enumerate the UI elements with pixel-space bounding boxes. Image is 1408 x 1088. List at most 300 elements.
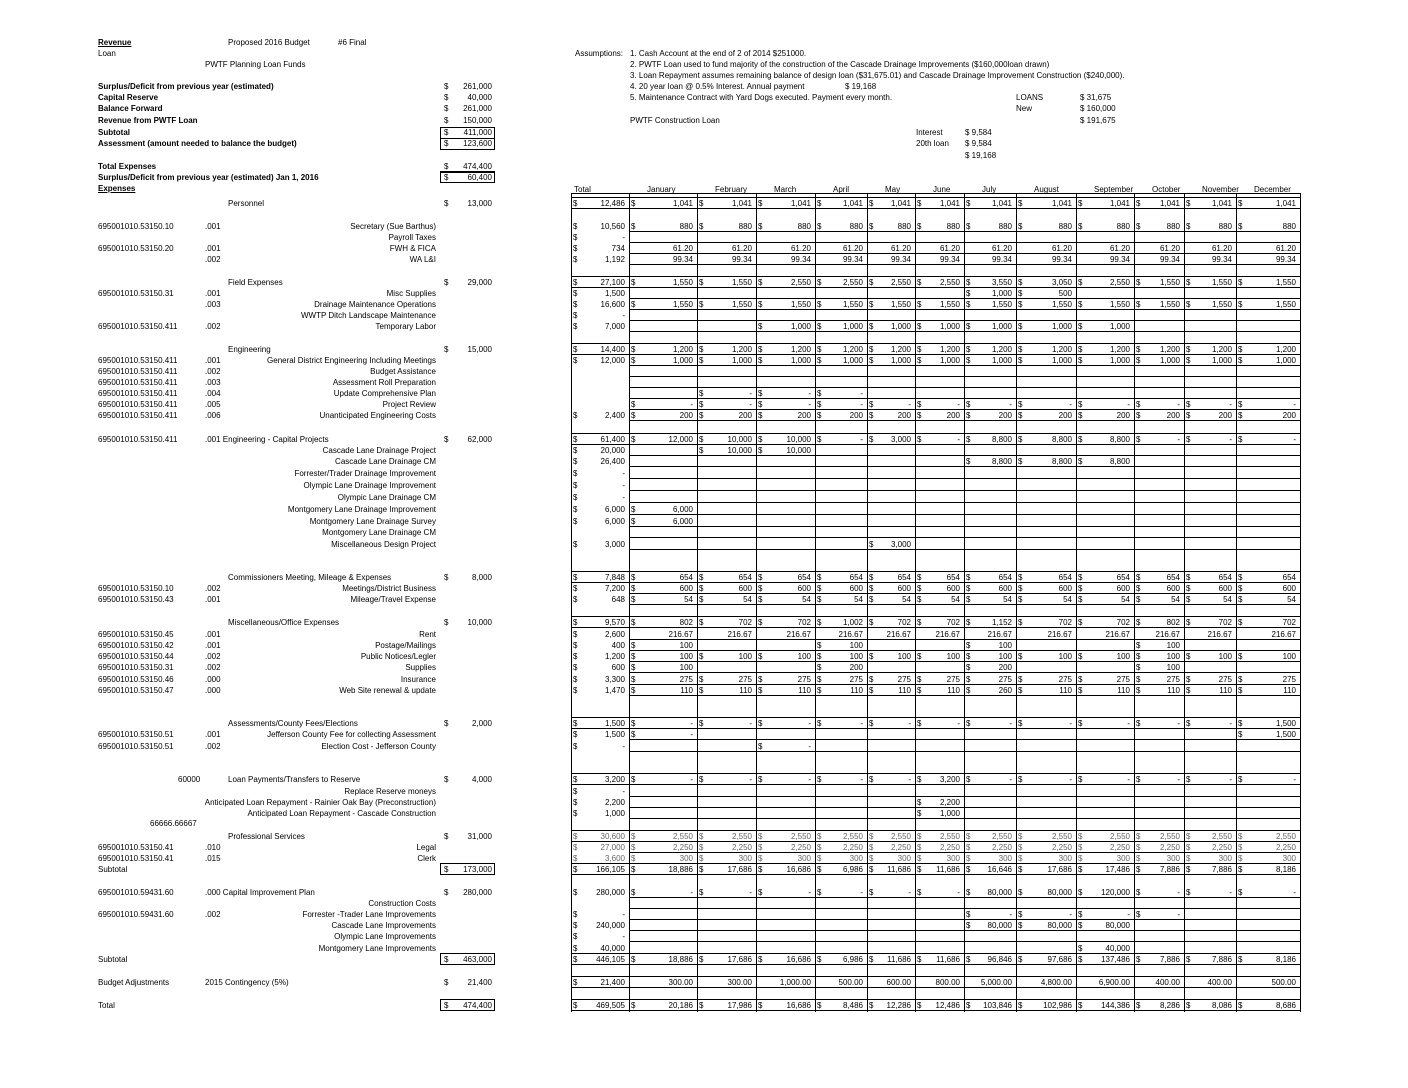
cell-currency: $ <box>1186 675 1191 684</box>
account-code: 695001010.53150.41 <box>98 843 174 852</box>
month-cell <box>1184 685 1235 696</box>
month-cell <box>756 954 814 965</box>
month-cell <box>629 399 696 410</box>
new-loan-label: New <box>1016 104 1033 113</box>
cell-value: - <box>1293 400 1296 409</box>
budget-value-box <box>440 863 495 875</box>
cell-value: - <box>860 400 863 409</box>
cell-currency: $ <box>1136 955 1141 964</box>
cell-value: 2,550 <box>991 832 1012 841</box>
cell-currency: $ <box>699 446 704 455</box>
cell-currency: $ <box>758 278 763 287</box>
month-cell <box>1016 594 1075 605</box>
cell-currency: $ <box>817 356 822 365</box>
row-rule <box>629 807 1301 808</box>
cell-value: 2,550 <box>790 278 811 287</box>
cell-value: 600 <box>611 663 625 672</box>
account-code: 695001010.53150.411 <box>98 411 178 420</box>
cell-value: 702 <box>738 618 752 627</box>
cell-value: 2,550 <box>842 832 863 841</box>
cell-currency: $ <box>817 854 822 863</box>
month-cell <box>1016 1000 1075 1011</box>
month-cell <box>629 1000 696 1011</box>
cell-currency: $ <box>699 719 704 728</box>
cell-currency: $ <box>917 356 922 365</box>
budget-value: 463,000 <box>463 955 492 964</box>
cell-value: 2,550 <box>939 832 960 841</box>
month-cell <box>815 221 866 232</box>
cell-currency: $ <box>699 400 704 409</box>
cell-currency: $ <box>1078 222 1083 231</box>
month-cell <box>867 977 914 988</box>
cell-currency: $ <box>699 652 704 661</box>
cell-currency: $ <box>758 775 763 784</box>
cell-value: 200 <box>897 411 911 420</box>
cell-currency: $ <box>817 618 822 627</box>
cell-currency: $ <box>966 435 971 444</box>
month-cell <box>571 480 628 491</box>
cell-value: - <box>622 932 625 941</box>
column-separator <box>1300 194 1301 1012</box>
month-cell <box>867 718 914 729</box>
cell-value: - <box>808 742 811 751</box>
cell-value: 2,550 <box>890 278 911 287</box>
cell-currency: $ <box>966 356 971 365</box>
month-cell <box>1076 456 1133 467</box>
cell-currency: $ <box>573 311 578 320</box>
month-cell <box>756 674 814 685</box>
cell-value: 17,986 <box>727 1001 752 1010</box>
cell-currency: $ <box>1186 865 1191 874</box>
cell-currency: $ <box>1018 222 1023 231</box>
cell-value: 54 <box>854 595 863 604</box>
month-cell <box>815 321 866 332</box>
cell-currency: $ <box>573 675 578 684</box>
month-cell <box>571 842 628 853</box>
cell-currency: $ <box>869 222 874 231</box>
month-cell <box>915 299 963 310</box>
annual-payment: $ 19,168 <box>845 82 877 91</box>
cell-value: 1,200 <box>1109 345 1130 354</box>
cell-value: 2,600 <box>604 630 625 639</box>
cell-currency: $ <box>917 322 922 331</box>
month-cell <box>571 583 628 594</box>
cell-value: 11,686 <box>936 865 960 874</box>
month-cell <box>756 594 814 605</box>
month-cell <box>756 410 814 421</box>
month-cell <box>915 629 963 640</box>
sub-code: .000 <box>205 686 221 695</box>
cell-value: 5,000.00 <box>980 978 1012 987</box>
cell-value: 7,886 <box>1211 955 1232 964</box>
cell-value: 16,686 <box>786 865 811 874</box>
month-cell <box>964 617 1015 628</box>
cell-currency: $ <box>917 573 922 582</box>
month-cell <box>571 617 628 628</box>
month-cell <box>867 1000 914 1011</box>
month-cell <box>964 920 1015 931</box>
cell-currency: $ <box>573 730 578 739</box>
month-cell <box>964 221 1015 232</box>
month-cell <box>756 388 814 399</box>
cell-value: 11,686 <box>936 955 960 964</box>
cell-currency: $ <box>966 400 971 409</box>
cell-value: - <box>1293 888 1296 897</box>
cell-value: 18,886 <box>668 865 693 874</box>
cell-value: 100 <box>1166 663 1180 672</box>
cell-value: 1,000 <box>604 809 625 818</box>
cell-currency: $ <box>758 618 763 627</box>
month-cell <box>1184 434 1235 445</box>
cell-currency: $ <box>631 775 636 784</box>
cell-value: 54 <box>1287 595 1296 604</box>
cell-value: 1,500 <box>1275 730 1296 739</box>
cell-value: 1,041 <box>1275 199 1296 208</box>
cell-value: 99.34 <box>1051 255 1072 264</box>
cell-currency: $ <box>573 843 578 852</box>
cell-value: 100 <box>738 652 752 661</box>
cell-value: - <box>808 389 811 398</box>
month-cell <box>1076 674 1133 685</box>
cell-value: 100 <box>1116 652 1130 661</box>
cell-currency: $ <box>631 345 636 354</box>
cell-currency: $ <box>869 854 874 863</box>
cell-value: - <box>860 775 863 784</box>
month-cell <box>867 539 914 550</box>
cell-value: 1,000 <box>1109 356 1130 365</box>
month-cell <box>571 954 628 965</box>
month-cell <box>964 774 1015 785</box>
account-code: 695001010.53150.411 <box>98 322 178 331</box>
month-cell <box>1236 674 1299 685</box>
cell-value: - <box>690 730 693 739</box>
cell-value: 99.34 <box>991 255 1012 264</box>
month-cell <box>1076 399 1133 410</box>
month-cell <box>1184 355 1235 366</box>
cell-value: 600 <box>897 584 911 593</box>
month-cell <box>915 221 963 232</box>
cell-value: 2,250 <box>1211 843 1232 852</box>
month-cell <box>629 355 696 366</box>
cell-currency: $ <box>1186 652 1191 661</box>
cell-value: 654 <box>1058 573 1072 582</box>
cell-value: - <box>1127 775 1130 784</box>
cell-value: 1,000 <box>1109 322 1130 331</box>
cell-value: 6,000 <box>672 505 693 514</box>
cell-value: 110 <box>850 686 863 695</box>
cell-currency: $ <box>1136 595 1141 604</box>
month-cell <box>756 1000 814 1011</box>
cell-currency: $ <box>1018 356 1023 365</box>
month-cell <box>964 434 1015 445</box>
cell-currency: $ <box>1238 775 1243 784</box>
cell-value: 1,550 <box>1159 300 1180 309</box>
cell-value: - <box>1229 719 1232 728</box>
cell-value: 61.20 <box>1211 244 1232 253</box>
cell-value: 2,550 <box>790 832 811 841</box>
month-cell <box>756 977 814 988</box>
cell-value: 3,600 <box>604 854 625 863</box>
month-cell <box>756 254 814 265</box>
cell-value: 3,000 <box>604 540 625 549</box>
line-item-desc: Montgomery Lane Drainage Improvement <box>287 505 436 514</box>
budget-value: 173,000 <box>463 865 492 874</box>
month-cell <box>815 399 866 410</box>
cell-value: 300 <box>1058 854 1072 863</box>
cell-currency: $ <box>1078 832 1083 841</box>
cell-value: 8,186 <box>1275 865 1296 874</box>
line-item-desc: Election Cost - Jefferson County <box>321 742 436 751</box>
month-cell <box>629 954 696 965</box>
month-cell <box>1016 355 1075 366</box>
cell-currency: $ <box>1238 573 1243 582</box>
cell-currency: $ <box>917 888 922 897</box>
month-cell <box>1236 221 1299 232</box>
cell-value: 300.00 <box>668 978 693 987</box>
month-header: March <box>774 185 797 194</box>
column-separator <box>629 194 630 1012</box>
cell-value: 3,550 <box>991 278 1012 287</box>
column-separator <box>815 194 816 1012</box>
cell-value: 2,550 <box>1051 832 1072 841</box>
month-cell <box>1184 254 1235 265</box>
month-cell <box>1076 434 1133 445</box>
month-cell <box>1184 954 1235 965</box>
cell-currency: $ <box>869 300 874 309</box>
month-cell <box>964 288 1015 299</box>
cell-currency: $ <box>758 888 763 897</box>
cell-value: 1,041 <box>890 199 911 208</box>
month-cell <box>571 1000 628 1011</box>
cell-value: 200 <box>738 411 752 420</box>
cell-value: 800.00 <box>935 978 960 987</box>
sub-code: .001 <box>205 222 221 231</box>
month-cell <box>629 198 696 209</box>
month-cell <box>867 221 914 232</box>
line-item-desc: Web Site renewal & update <box>339 686 436 695</box>
loans-label: LOANS <box>1016 93 1044 102</box>
sub-code: .001 <box>205 630 221 639</box>
cell-currency: $ <box>1078 888 1083 897</box>
month-cell <box>629 410 696 421</box>
month-cell <box>1016 651 1075 662</box>
cell-value: 880 <box>797 222 811 231</box>
month-header: October <box>1152 185 1181 194</box>
month-cell <box>697 388 755 399</box>
month-cell <box>697 685 755 696</box>
line-item-desc: Forrester/Trader Drainage Improvement <box>294 469 436 478</box>
month-cell <box>756 321 814 332</box>
cell-value: - <box>1069 910 1072 919</box>
month-cell <box>1016 674 1075 685</box>
month-cell <box>964 594 1015 605</box>
cell-currency: $ <box>966 921 971 930</box>
month-cell <box>815 651 866 662</box>
cell-value: 1,000 <box>1211 356 1232 365</box>
cell-currency: $ <box>758 199 763 208</box>
cell-currency: $ <box>917 1001 922 1010</box>
month-cell <box>629 243 696 254</box>
cell-currency: $ <box>699 584 704 593</box>
month-cell <box>1184 277 1235 288</box>
cell-currency: $ <box>573 356 578 365</box>
month-cell <box>697 299 755 310</box>
cell-currency: $ <box>1238 584 1243 593</box>
cell-currency: $ <box>631 199 636 208</box>
cell-currency: $ <box>1238 618 1243 627</box>
cell-currency: $ <box>1078 944 1083 953</box>
budget-currency: $ <box>444 775 449 784</box>
month-cell <box>629 685 696 696</box>
cell-currency: $ <box>631 843 636 852</box>
cell-value: 600 <box>998 584 1012 593</box>
account-code: 695001010.53150.46 <box>98 675 174 684</box>
month-cell <box>1134 629 1183 640</box>
cell-currency: $ <box>966 910 971 919</box>
cell-currency: $ <box>699 854 704 863</box>
cell-value: 1,550 <box>1211 300 1232 309</box>
cell-value: - <box>749 888 752 897</box>
sub-code: .001 <box>205 356 221 365</box>
row-rule <box>629 526 1301 527</box>
account-code: 695001010.53150.411 <box>98 367 178 376</box>
loans-value: $ 31,675 <box>1080 93 1112 102</box>
cell-currency: $ <box>573 446 578 455</box>
month-cell <box>1016 718 1075 729</box>
cell-currency: $ <box>869 865 874 874</box>
month-cell <box>697 1000 755 1011</box>
cell-value: - <box>957 888 960 897</box>
cell-value: 802 <box>1166 618 1180 627</box>
cell-value: 8,086 <box>1211 1001 1232 1010</box>
month-cell <box>629 516 696 527</box>
cell-currency: $ <box>699 356 704 365</box>
month-cell <box>697 774 755 785</box>
cell-value: - <box>622 742 625 751</box>
cell-value: 600 <box>679 584 693 593</box>
cell-value: 216.67 <box>1155 630 1180 639</box>
account-code: 695001010.53150.10 <box>98 222 174 231</box>
account-code: 60000 <box>178 775 201 784</box>
month-cell <box>1134 399 1183 410</box>
month-cell <box>1184 842 1235 853</box>
cell-currency: $ <box>817 199 822 208</box>
month-cell <box>571 651 628 662</box>
cell-currency: $ <box>1018 719 1023 728</box>
cell-value: - <box>957 719 960 728</box>
month-cell <box>815 277 866 288</box>
month-cell <box>629 572 696 583</box>
category-name: Personnel <box>228 199 265 208</box>
cell-value: 54 <box>1063 595 1072 604</box>
cell-currency: $ <box>1136 300 1141 309</box>
cell-value: 880 <box>1166 222 1180 231</box>
cell-currency: $ <box>573 278 578 287</box>
cell-currency: $ <box>1078 573 1083 582</box>
month-cell <box>756 617 814 628</box>
budget-currency: $ <box>444 978 449 987</box>
month-cell <box>815 629 866 640</box>
cell-currency: $ <box>1238 854 1243 863</box>
cell-currency: $ <box>1238 400 1243 409</box>
month-cell <box>697 617 755 628</box>
line-item-desc: Temporary Labor <box>375 322 436 331</box>
month-cell <box>1016 954 1075 965</box>
month-cell <box>867 954 914 965</box>
cell-currency: $ <box>869 345 874 354</box>
cell-value: 734 <box>611 244 625 253</box>
month-cell <box>1134 887 1183 898</box>
cell-value: - <box>1069 719 1072 728</box>
cell-value: 110 <box>680 686 693 695</box>
surplus-jan-value: 60,400 <box>467 173 492 182</box>
cell-value: - <box>908 775 911 784</box>
cell-currency: $ <box>758 719 763 728</box>
cell-value: 8,286 <box>1159 1001 1180 1010</box>
cell-value: 100 <box>849 652 863 661</box>
month-cell <box>756 718 814 729</box>
cell-value: 1,550 <box>672 300 693 309</box>
cell-value: - <box>1229 435 1232 444</box>
month-cell <box>1236 977 1299 988</box>
month-cell <box>629 977 696 988</box>
cell-value: 100 <box>849 641 863 650</box>
month-cell <box>697 842 755 853</box>
new-loan-value: $ 160,000 <box>1080 104 1116 113</box>
cell-value: 103,846 <box>983 1001 1012 1010</box>
month-cell <box>867 572 914 583</box>
month-cell <box>815 344 866 355</box>
month-cell <box>571 492 628 503</box>
summary-label: Capital Reserve <box>98 93 159 102</box>
cell-value: 110 <box>1219 686 1232 695</box>
cell-currency: $ <box>631 595 636 604</box>
cell-value: 1,200 <box>1275 345 1296 354</box>
cell-currency: $ <box>1186 199 1191 208</box>
month-cell <box>1076 977 1133 988</box>
cell-value: 880 <box>946 222 960 231</box>
cell-currency: $ <box>966 222 971 231</box>
row-rule <box>629 796 1301 797</box>
month-cell <box>815 685 866 696</box>
summary-value: 261,000 <box>463 82 492 91</box>
cell-currency: $ <box>817 435 822 444</box>
cell-currency: $ <box>817 400 822 409</box>
month-cell <box>571 198 628 209</box>
cell-value: 1,000 <box>991 356 1012 365</box>
month-cell <box>1016 277 1075 288</box>
line-item-desc: WA L&I <box>409 255 436 264</box>
month-cell <box>1184 629 1235 640</box>
cell-currency: $ <box>1136 222 1141 231</box>
month-cell <box>964 662 1015 673</box>
cell-value: 880 <box>738 222 752 231</box>
month-cell <box>571 887 628 898</box>
cell-value: 2,250 <box>731 843 752 852</box>
month-cell <box>964 299 1015 310</box>
sub-code: .003 <box>205 300 221 309</box>
cell-currency: $ <box>631 888 636 897</box>
subtotal-note: 2015 Contingency (5%) <box>205 978 289 987</box>
row-rule <box>629 514 1301 515</box>
cell-value: 880 <box>1282 222 1296 231</box>
month-cell <box>964 842 1015 853</box>
month-cell <box>964 651 1015 662</box>
cell-value: 275 <box>1218 675 1232 684</box>
cell-value: 21,400 <box>600 978 625 987</box>
sub-code: .002 <box>205 367 221 376</box>
month-cell <box>915 583 963 594</box>
